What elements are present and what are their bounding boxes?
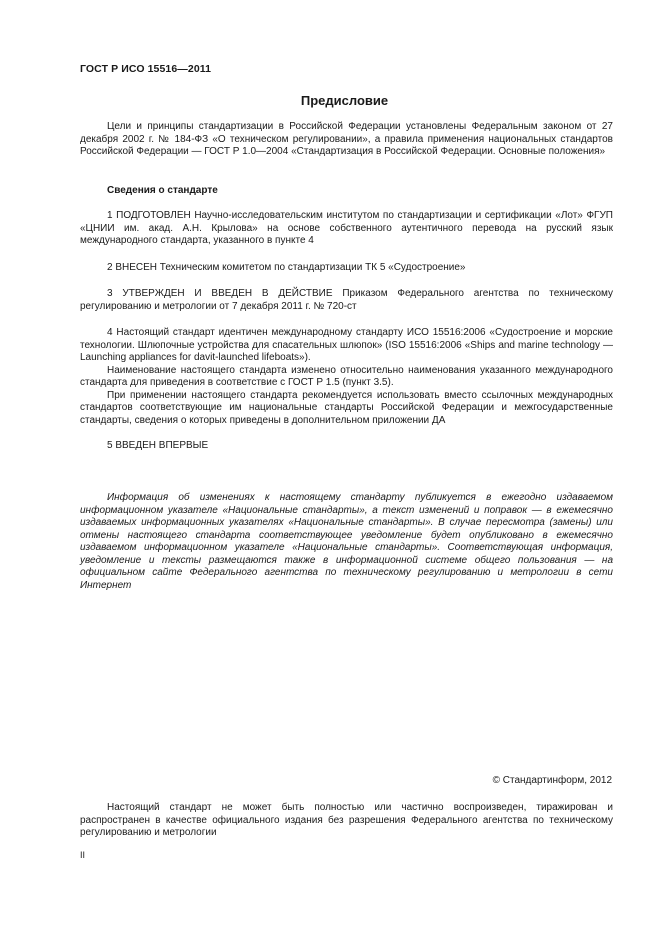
intro-block (80, 121, 613, 159)
item-1-block (80, 210, 613, 248)
item-4-block (80, 327, 613, 427)
item-4-paragraph-1: 4 Настоящий стандарт идентичен международному стандарту ИСО 15516:2006 «Судостроение и морские технологии. Шлюпочные устройства для спасательных шлюпок» (ISO 15516:2006 «Ships and marine technology — Launching appliances for davit-launched lifeboats»). (80, 327, 613, 363)
item-5-paragraph: 5 ВВЕДЕН ВПЕРВЫЕ (107, 440, 209, 451)
item-5-block (80, 440, 613, 453)
item-3-block (80, 288, 613, 313)
page-number: II (80, 850, 86, 860)
reproduction-paragraph: Настоящий стандарт не может быть полностью или частично воспроизведен, тиражирован и распространен в качестве официального издания без разрешения Федерального агентства по техническому регулированию и метрологии (80, 802, 613, 838)
item-4-paragraph-3: При применении настоящего стандарта рекомендуется использовать вместо ссылочных международных стандартов соответствующие им национальные стандарты Российской Федерации и межгосударственные стандарты, сведения о которых приведены в дополнительном приложении ДА (80, 389, 613, 426)
item-4-paragraph-2: Наименование настоящего стандарта изменено относительно наименования указанного международного стандарта для приведения в соответствие с ГОСТ Р 1.5 (пункт 3.5). (80, 364, 613, 388)
page-title: Предисловие (300, 93, 389, 108)
item-2-block (80, 262, 613, 275)
item-3-paragraph: 3 УТВЕРЖДЕН И ВВЕДЕН В ДЕЙСТВИЕ Приказом Федерального агентства по техническому регулированию и метрологии от 7 декабря 2011 г. № 720-ст (80, 288, 613, 312)
reproduction-block (80, 802, 613, 840)
notice-paragraph: Информация об изменениях к настоящему стандарту публикуется в ежегодно издаваемом информационном указателе «Национальные стандарты», а текст изменений и поправок — в ежемесячно издаваемых информационных указателях «Национальные стандарты». В случае пересмотра (замены) или отмены настоящего стандарта соответствующее уведомление будет опубликовано в ежемесячно издаваемом информационном указателе «Национальные стандарты». Соответствующая информация, уведомление и тексты размещаются также в информационной системе общего пользования — на официальном сайте Федерального агентства по техническому регулированию и метрологии в сети Интернет (80, 492, 613, 591)
intro-paragraph: Цели и принципы стандартизации в Российской Федерации установлены Федеральным законом от 27 декабря 2002 г. № 184-ФЗ «О техническом регулировании», а правила применения национальных стандартов Российской Федерации — ГОСТ Р 1.0—2004 «Стандартизация в Российской Федерации. Основные положения» (80, 121, 613, 157)
standard-info-heading: Сведения о стандарте (107, 185, 218, 196)
document-header: ГОСТ Р ИСО 15516—2011 (80, 63, 212, 75)
notice-block (80, 492, 613, 592)
item-1-paragraph: 1 ПОДГОТОВЛЕН Научно-исследовательским институтом по стандартизации и сертификации «Лот» ФГУП «ЦНИИ им. акад. А.Н. Крылова» на основе собственного аутентичного перевода на русский язык международного стандарта, указанного в пункте 4 (80, 210, 613, 246)
item-2-paragraph: 2 ВНЕСЕН Техническим комитетом по стандартизации ТК 5 «Судостроение» (107, 262, 466, 273)
copyright-line: © Стандартинформ, 2012 (492, 775, 612, 786)
